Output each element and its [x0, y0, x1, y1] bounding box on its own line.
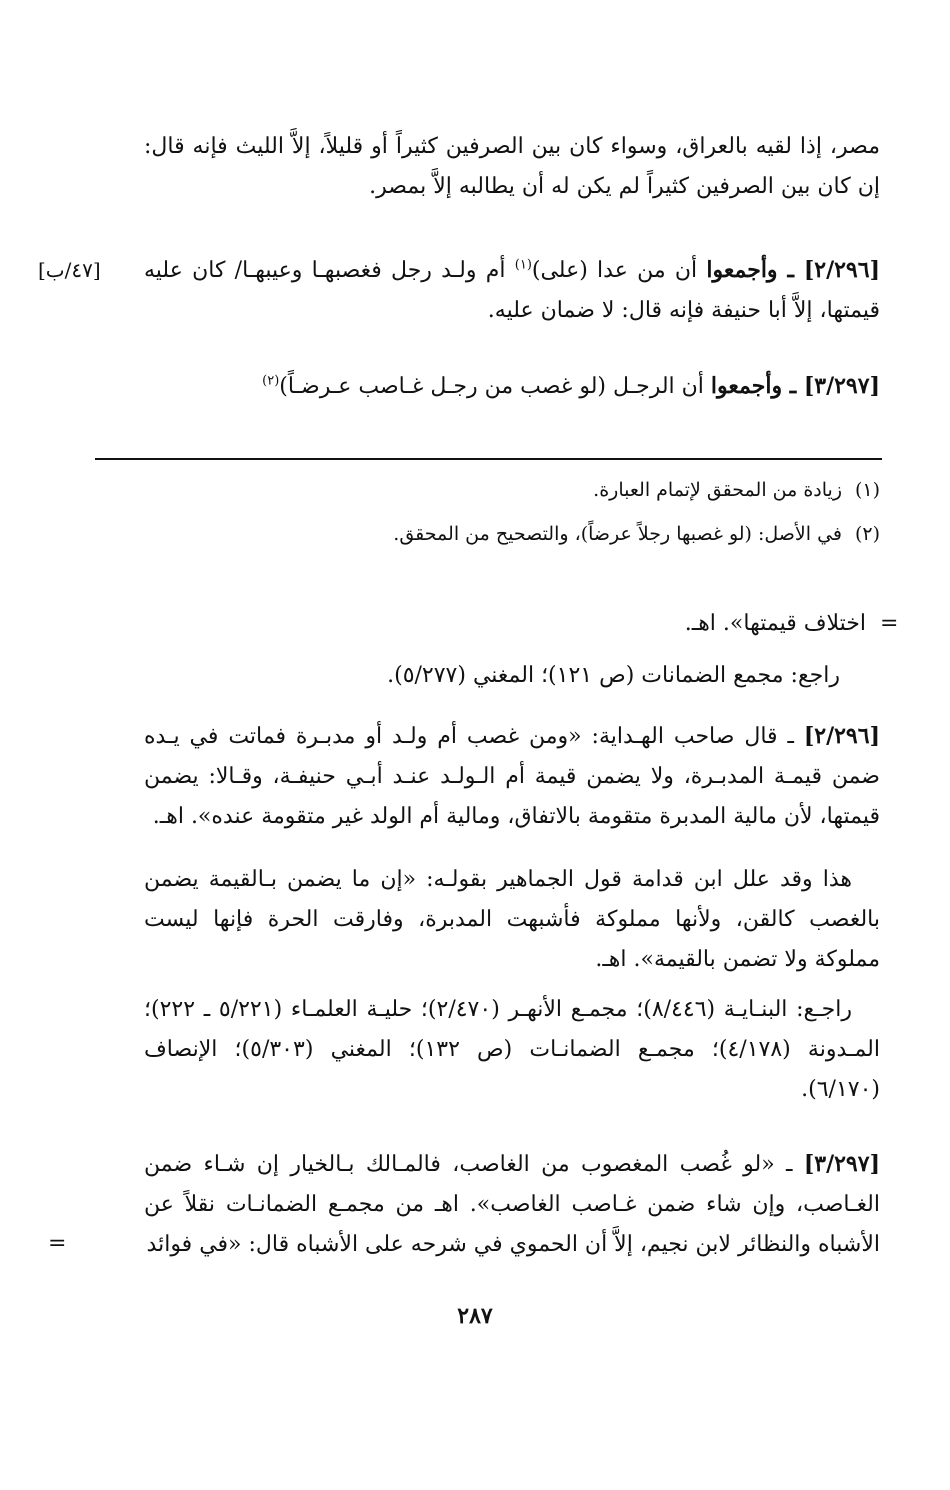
item-296-text-b: أم ولـد رجل فغصبهـا وعيبهـا/ كان عليه قيمتها، إلاَّ أبا حنيفة فإنه قال: لا ضمان عليه. — [144, 258, 880, 323]
continuation-mark: = — [880, 611, 899, 636]
main-item-297 — [144, 366, 880, 407]
commentary-4 — [144, 860, 880, 980]
main-paragraph-1-text: مصر، إذا لقيه بالعراق، وسواء كان بين الصرفين كثيراً أو قليلاً، إلاَّ الليث فإنه قال: إن كان بين الصرفين كثيراً لم يكن له أن يطالبه إلاَّ بمصر. — [144, 134, 880, 199]
commentary-6-text: ـ «لو غُصب المغصوب من الغاصب، فالمـالك بـالخيار إن شـاء ضمن الغـاصب، وإن شاء ضمن غـاصب الغاصب». اهـ من مجمـع الضمانـات نقلاً عن الأشباه والنظائر لابن نجيم، إلاَّ أن الحموي في شرحه على الأشباه قال: «في فوائد — [144, 1152, 880, 1257]
commentary-4-text: هذا وقد علل ابن قدامة قول الجماهير بقولـه: «إن ما يضمن بـالقيمة يضمن بالغصب كالقن، ولأنها مملوكة فأشبهت المدبرة، وفارقت الحرة فإنها ليست مملوكة ولا تضمن بالقيمة». اهـ. — [144, 867, 880, 972]
item-297-text: أن الرجـل (لو غصب من رجـل غـاصب عـرضـاً) — [279, 374, 711, 399]
footnote-2-number: (٢) — [854, 523, 880, 545]
footnote-2 — [144, 516, 880, 552]
commentary-5 — [144, 990, 880, 1110]
commentary-2 — [140, 656, 840, 696]
footnote-ref-1[interactable]: (١) — [514, 257, 532, 273]
footnote-1-number: (١) — [854, 479, 880, 501]
commentary-3-text: ـ قال صاحب الهـداية: «ومن غصب أم ولـد أو مدبـرة فماتت في يـده ضمن قيمـة المدبـرة، ولا يضمن قيمة أم الـولـد عنـد أبـي حنيفـة، وقـالا: يضمن قيمتها، لأن مالية المدبرة متقومة بالاتفاق، ومالية أم الولد غير متقومة عنده». اهـ. — [144, 724, 880, 829]
commentary-3-number: [٢/٢٩٦] — [803, 723, 880, 749]
footnote-1-text: زيادة من المحقق لإتمام العبارة. — [593, 479, 842, 501]
item-296-dash: ـ — [777, 257, 804, 283]
page-number: ٢٨٧ — [457, 1303, 493, 1329]
item-296-number: [٢/٢٩٦] — [803, 257, 880, 283]
item-296-lead: وأجمعوا — [706, 257, 778, 283]
footnote-1 — [144, 472, 880, 508]
footnote-separator — [95, 458, 882, 460]
commentary-2-text: راجع: مجمع الضمانات (ص ١٢١)؛ المغني (٥/٢٧٧). — [387, 663, 840, 688]
commentary-1-text: اختلاف قيمتها». اهـ. — [684, 611, 866, 636]
end-continuation-mark: = — [48, 1231, 67, 1256]
footnote-ref-2[interactable]: (٢) — [262, 373, 280, 389]
main-item-296 — [144, 250, 880, 331]
commentary-5-text: راجـع: البنـايـة (٨/٤٤٦)؛ مجمـع الأنهـر (٢/٤٧٠)؛ حليـة العلمـاء (٥/٢٢١ ـ ٢٢٢)؛ المـدونة (٤/١٧٨)؛ مجمـع الضمانـات (ص ١٣٢)؛ المغني (٥/٣٠٣)؛ الإنصاف (٦/١٧٠). — [144, 997, 880, 1102]
footnote-2-text: في الأصل: (لو غصبها رجلاً عرضاً)، والتصحيح من المحقق. — [393, 523, 842, 545]
item-297-lead: وأجمعوا — [710, 373, 783, 399]
item-297-dash: ـ — [782, 373, 804, 399]
commentary-3 — [144, 716, 880, 837]
main-paragraph-1 — [144, 127, 880, 207]
commentary-1 — [146, 604, 866, 644]
commentary-6 — [144, 1144, 880, 1265]
commentary-6-number: [٣/٢٩٧] — [803, 1151, 880, 1177]
item-297-number: [٣/٢٩٧] — [803, 373, 880, 399]
item-296-text-a: أن من عدا (على) — [531, 258, 707, 283]
margin-manuscript-ref: [٤٧/ب] — [38, 258, 101, 282]
